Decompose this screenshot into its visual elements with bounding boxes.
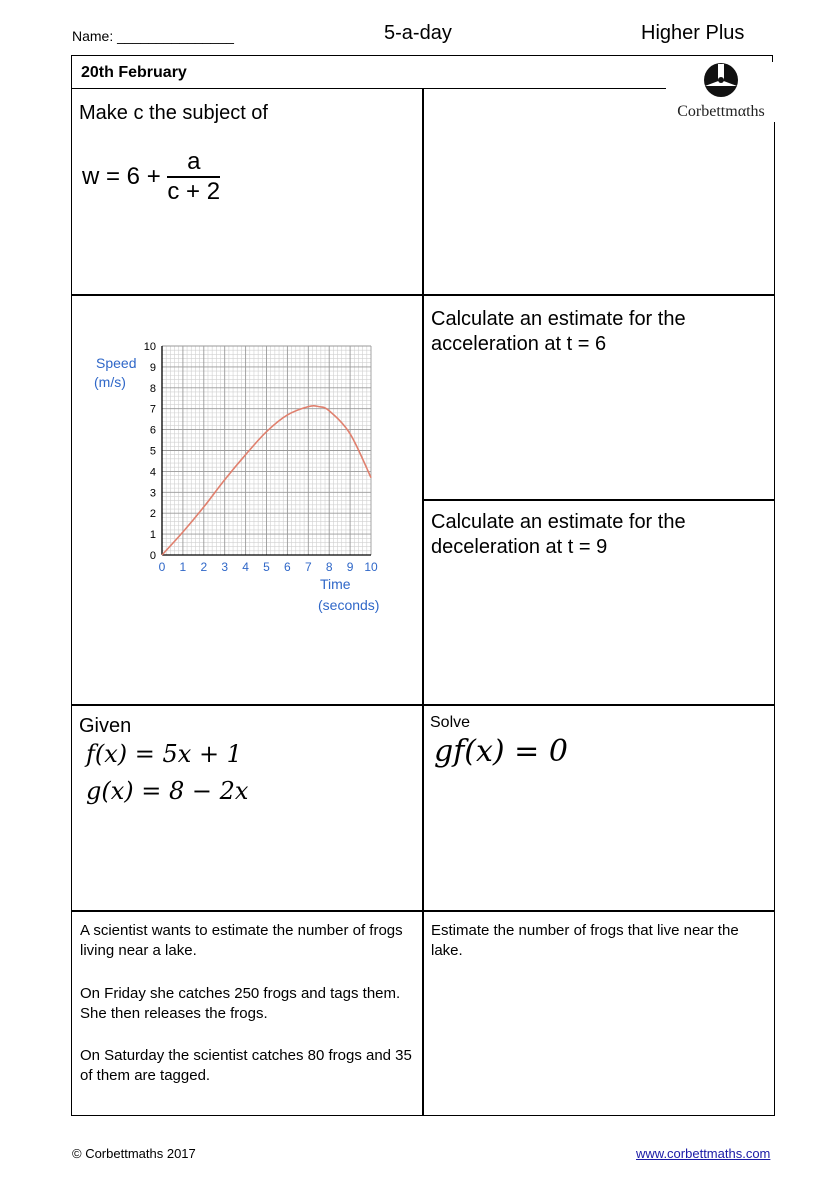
q1-prompt: Make c the subject of xyxy=(79,102,268,124)
name-label: Name: _______________ xyxy=(72,28,234,44)
q3-f: f(x) = 5x + 1 xyxy=(86,740,242,768)
x-tick-label: 4 xyxy=(242,560,249,574)
x-axis-label-line1: Time xyxy=(320,576,351,592)
website-link[interactable]: www.corbettmaths.com xyxy=(636,1146,771,1161)
q3-given: Given xyxy=(79,715,132,737)
x-tick-label: 3 xyxy=(221,560,229,574)
y-tick-label: 4 xyxy=(149,466,156,479)
q2a-text: Calculate an estimate for the acceleration at t = 6 xyxy=(431,308,686,355)
level-label: Higher Plus xyxy=(641,22,745,44)
y-tick-label: 3 xyxy=(149,487,156,500)
q4-para3: On Saturday the scientist catches 80 frogs and 35 of them are tagged. xyxy=(80,1047,412,1084)
q3-equation: gf(x) = 0 xyxy=(434,734,568,769)
y-tick-label: 6 xyxy=(149,424,156,437)
x-tick-label: 7 xyxy=(304,560,312,574)
x-tick-label: 5 xyxy=(263,560,270,574)
x-tick-label: 8 xyxy=(325,560,333,574)
y-tick-label: 2 xyxy=(149,508,156,521)
q1-denominator: c + 2 xyxy=(167,178,221,205)
x-tick-label: 6 xyxy=(284,560,291,574)
date-label: 20th February xyxy=(81,64,187,81)
speed-time-graph xyxy=(88,330,408,630)
x-tick-label: 10 xyxy=(364,560,378,574)
x-tick-label: 1 xyxy=(179,560,187,574)
y-tick-label: 1 xyxy=(149,529,156,542)
q3-g: g(x) = 8 − 2x xyxy=(86,777,249,805)
y-tick-label: 5 xyxy=(149,445,156,458)
y-tick-label: 9 xyxy=(149,361,156,374)
q4-ask: Estimate the number of frogs that live near the lake. xyxy=(431,922,739,959)
y-tick-label: 7 xyxy=(149,403,156,416)
q1-eq-lhs: w = 6 + xyxy=(82,163,161,190)
x-tick-label: 9 xyxy=(346,560,354,574)
copyright: © Corbettmaths 2017 xyxy=(72,1146,196,1161)
q1-fraction xyxy=(167,148,220,206)
q4-para1: A scientist wants to estimate the number of frogs living near a lake. xyxy=(80,922,403,959)
y-axis-label-line2: (m/s) xyxy=(94,374,126,390)
logo-text: Corbettmαths xyxy=(677,103,765,120)
x-tick-label: 0 xyxy=(158,560,166,574)
worksheet-title: 5-a-day xyxy=(384,22,452,44)
q1-numerator: a xyxy=(167,148,220,178)
q4-para2: On Friday she catches 250 frogs and tags them. She then releases the frogs. xyxy=(80,985,401,1022)
x-axis-label-line2: (seconds) xyxy=(318,597,380,613)
y-tick-label: 8 xyxy=(149,382,156,395)
logo-icon xyxy=(701,62,741,98)
q1-equation xyxy=(82,148,220,206)
y-tick-label: 0 xyxy=(149,550,156,562)
y-tick-label: 10 xyxy=(143,341,156,353)
y-axis-label-line1: Speed xyxy=(96,355,137,371)
corbettmaths-logo xyxy=(666,62,776,122)
x-tick-label: 2 xyxy=(200,560,208,574)
q2b-text: Calculate an estimate for the deceleration at t = 9 xyxy=(431,511,686,558)
q3-solve: Solve xyxy=(430,714,471,731)
